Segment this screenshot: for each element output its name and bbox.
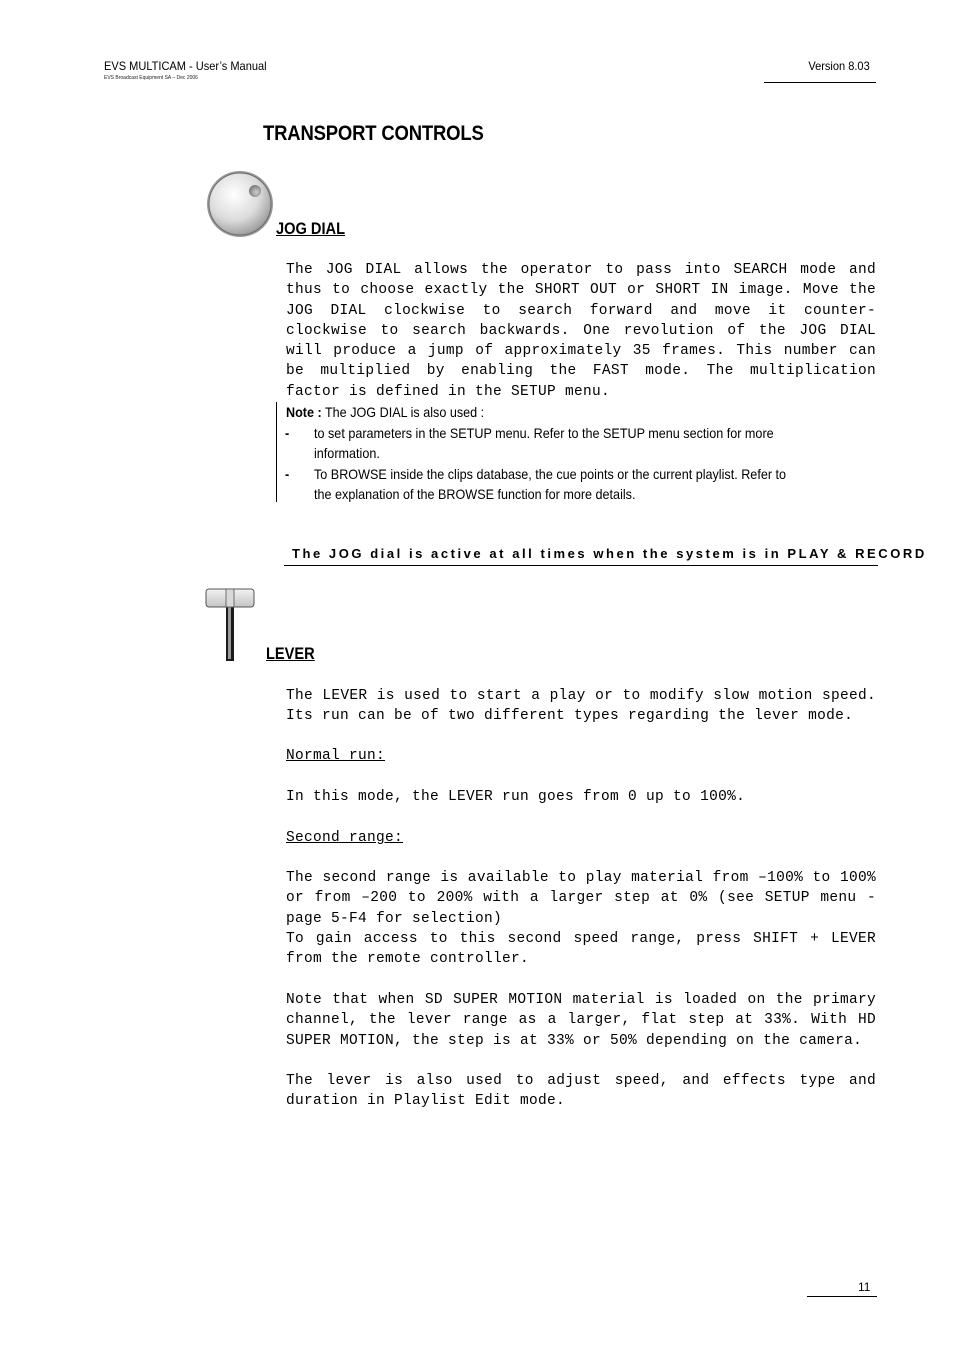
page-title: TRANSPORT CONTROLS [263, 122, 484, 145]
second-range-paragraph-2: Note that when SD SUPER MOTION material is loaded on the primary channel, the lever range as a larger, flat step at 33%. With HD SUPER MOTION, the step is at 33% or 50% depending on the camera. [286, 992, 876, 1049]
jog-dial-icon [205, 170, 275, 240]
normal-run-text: In this mode, the LEVER run goes from 0 up to 100%. [286, 789, 746, 805]
page-number: 11 [858, 1280, 871, 1294]
note-bullet2-line2: the explanation of the BROWSE function for more details. [314, 486, 636, 502]
second-range-paragraph-3: The lever is also used to adjust speed, and effects type and duration in Playlist Edit mode. [286, 1073, 876, 1110]
jog-dial-heading: JOG DIAL [276, 219, 346, 238]
second-range-text-a: The second range is available to play material from –100% to 100% or from –200 to 200% with a larger step at 0% (see SETUP menu - page 5-F4 for selection) [286, 870, 876, 927]
header-rule [764, 82, 876, 83]
callout-text: The JOG dial is active at all times when the system is in PLAY & RECORD [292, 546, 927, 561]
note-intro-text: The JOG DIAL is also used : [321, 404, 485, 420]
lever-heading: LEVER [266, 644, 315, 663]
jog-dial-paragraph: The JOG DIAL allows the operator to pass into SEARCH mode and thus to choose exactly the SHORT OUT or SHORT IN image. Move the JOG DIAL clockwise to search forward and move it counter-clockwise to search backwards. One revolution of the JOG DIAL will produce a jump of approximately 35 frames. This number can be multiplied by enabling the FAST mode. The multiplication factor is defined in the SETUP menu. [286, 262, 876, 400]
lever-icon [204, 587, 256, 665]
manual-subtitle: EVS Broadcast Equipment SA – Dec 2006 [104, 75, 198, 81]
manual-title: EVS MULTICAM - User’s Manual [104, 59, 267, 73]
version-label: Version 8.03 [808, 59, 870, 73]
normal-run-heading: Normal run: [286, 748, 386, 764]
bullet-marker: - [285, 466, 290, 482]
bullet-marker: - [285, 425, 290, 441]
note-intro [286, 402, 484, 422]
note-bullet1-line1: to set parameters in the SETUP menu. Refer to the SETUP menu section for more [314, 425, 774, 441]
note-bullet1-line2: information. [314, 445, 380, 461]
note-label: Note : [286, 404, 322, 420]
second-range-heading: Second range: [286, 830, 404, 846]
footer-rule [807, 1296, 877, 1297]
note-bullet2-line1: To BROWSE inside the clips database, the cue points or the current playlist. Refer to [314, 466, 787, 482]
lever-intro-paragraph: The LEVER is used to start a play or to modify slow motion speed. Its run can be of two different types regarding the lever mode. [286, 688, 876, 725]
second-range-paragraph-1 [286, 868, 876, 969]
second-range-text-b: To gain access to this second speed range, press SHIFT + LEVER from the remote controller. [286, 930, 876, 968]
